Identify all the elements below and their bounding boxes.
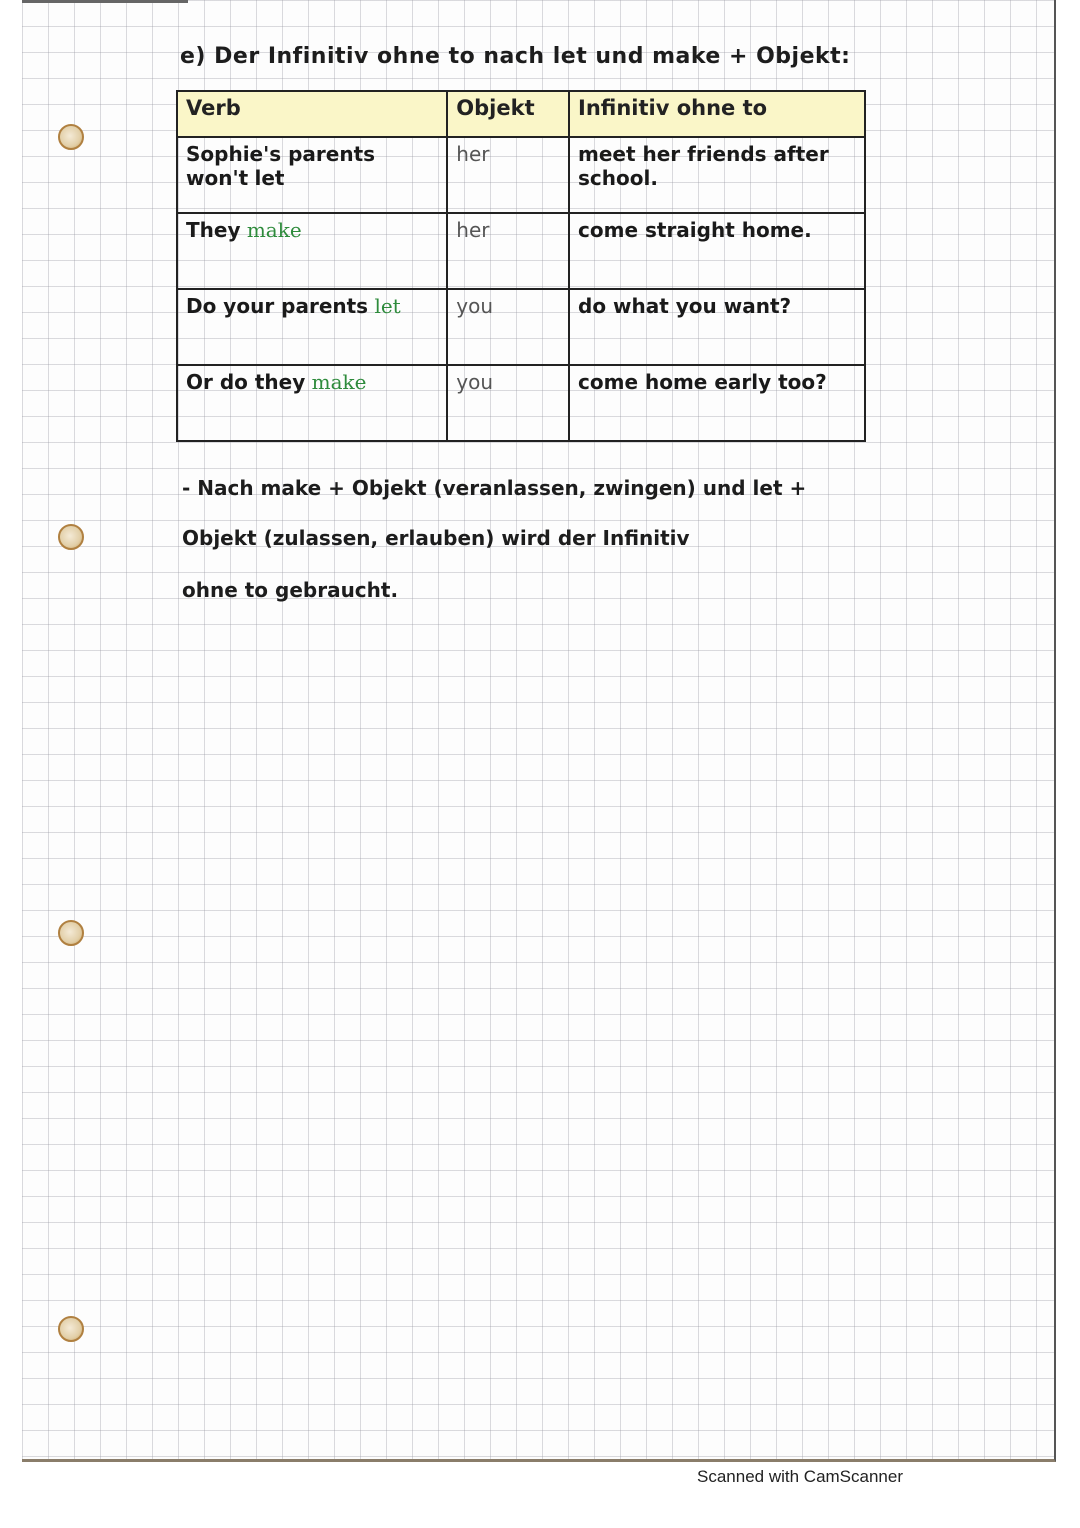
table-row <box>177 289 865 365</box>
table-header-row <box>177 91 865 137</box>
infinitive-cell: come straight home. <box>569 213 865 289</box>
verb-cell: Do your parents let <box>177 289 447 365</box>
scanner-watermark: Scanned with CamScanner <box>697 1467 904 1486</box>
verb-cell: Sophie's parents won't let <box>177 137 447 213</box>
verb-cell: They make <box>177 213 447 289</box>
grammar-table <box>176 90 866 442</box>
infinitive-cell: do what you want? <box>569 289 865 365</box>
rule-line-3: ohne to gebraucht. <box>182 578 399 602</box>
header-verb: Verb <box>177 91 447 137</box>
verb-cell: Or do they make <box>177 365 447 441</box>
table-row <box>177 213 865 289</box>
infinitive-cell: meet her friends after school. <box>569 137 865 213</box>
object-cell: you <box>447 289 569 365</box>
punch-hole <box>58 920 84 946</box>
infinitive-cell: come home early too? <box>569 365 865 441</box>
object-cell: you <box>447 365 569 441</box>
header-infinitive: Infinitiv ohne to <box>569 91 865 137</box>
rule-line-2: Objekt (zulassen, erlauben) wird der Infinitiv <box>182 526 690 550</box>
object-cell: her <box>447 137 569 213</box>
object-cell: her <box>447 213 569 289</box>
table-row <box>177 137 865 213</box>
punch-hole <box>58 524 84 550</box>
table-row <box>177 365 865 441</box>
header-objekt: Objekt <box>447 91 569 137</box>
punch-hole <box>58 1316 84 1342</box>
rule-line-1: - Nach make + Objekt (veranlassen, zwingen) und let + <box>182 476 807 500</box>
punch-hole <box>58 124 84 150</box>
section-heading: e) Der Infinitiv ohne to nach let und make + Objekt: <box>180 44 851 69</box>
page-edge <box>22 0 188 3</box>
